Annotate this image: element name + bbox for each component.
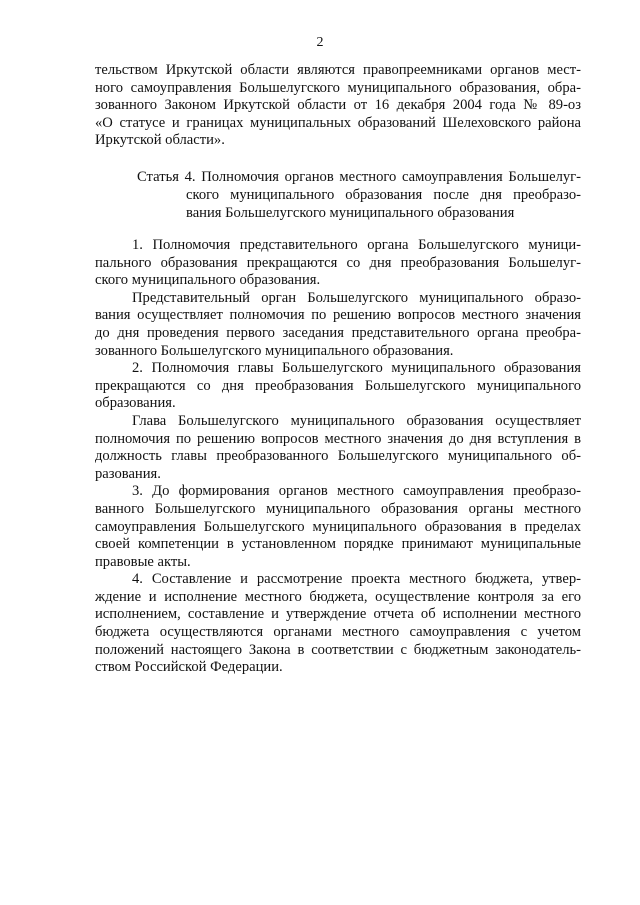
text-line: тельством Иркутской области являются правопреемниками органов мест- — [95, 62, 581, 78]
text-line: 1. Полномочия представительного органа Большелугского муници- — [132, 237, 581, 253]
text-line: 3. До формирования органов местного самоуправления преобразо- — [132, 483, 581, 500]
paragraph — [95, 237, 581, 290]
text-line: пального образования прекращаются со дня преобразования Большелуг- — [95, 254, 581, 271]
text-line: прекращаются со дня преобразования Большелугского муниципального — [95, 377, 581, 394]
text-line: ного самоуправления Большелугского муниципального образования, обра- — [95, 79, 581, 96]
intro-paragraph — [95, 62, 581, 150]
text-line: до дня проведения первого заседания представительного органа преобра- — [95, 324, 581, 341]
text-line: полномочия по решению вопросов местного значения до дня вступления в — [95, 430, 581, 447]
text-line: исполнением, составление и утверждение отчета об исполнении местного — [95, 606, 581, 623]
text-line: Иркутской области». — [95, 132, 225, 149]
text-line: ством Российской Федерации. — [95, 659, 283, 676]
heading-line: Статья 4. Полномочия органов местного самоуправления Большелуг- — [137, 169, 581, 185]
text-line: ванного Большелугского муниципального образования органы местного — [95, 500, 581, 517]
paragraph — [95, 360, 581, 413]
text-line: 4. Составление и рассмотрение проекта местного бюджета, утвер- — [132, 571, 581, 588]
heading-line: ского муниципального образования после дня преобразо- — [186, 187, 581, 203]
text-line: своей компетенции в установленном порядке принимают муниципальные — [95, 536, 581, 553]
text-line: Глава Большелугского муниципального образования осуществляет — [132, 412, 581, 429]
paragraph — [95, 413, 581, 483]
article-body — [95, 237, 581, 677]
text-line: правовые акты. — [95, 553, 191, 570]
text-line: бюджета осуществляются органами местного самоуправления с учетом — [95, 624, 581, 641]
text-line: ждение и исполнение местного бюджета, осуществление контроля за его — [95, 588, 581, 605]
text-line: положений настоящего Закона в соответствии с бюджетным законодатель- — [95, 641, 581, 658]
text-line: «О статусе и границах муниципальных образований Шелеховского района — [95, 114, 581, 131]
text-line: зованного Законом Иркутской области от 16 декабря 2004 года № 89-оз — [95, 97, 581, 114]
paragraph — [95, 290, 581, 360]
paragraph — [95, 483, 581, 571]
page-number: 2 — [316, 35, 324, 50]
text-line: вания осуществляет полномочия по решению вопросов местного значения — [95, 307, 581, 324]
text-line: должность главы преобразованного Большелугского муниципального об- — [95, 448, 581, 465]
text-line: Представительный орган Большелугского муниципального образо- — [132, 289, 581, 306]
text-line: образования. — [95, 395, 176, 412]
text-line: самоуправления Большелугского муниципального образования в пределах — [95, 518, 581, 535]
article-heading — [137, 168, 581, 222]
text-line: зованного Большелугского муниципального образования. — [95, 342, 454, 359]
paragraph — [95, 571, 581, 677]
text-line: разования. — [95, 465, 161, 482]
text-line: ского муниципального образования. — [95, 272, 321, 289]
text-line: 2. Полномочия главы Большелугского муниципального образования — [132, 360, 581, 377]
heading-line: вания Большелугского муниципального образования — [186, 205, 515, 221]
